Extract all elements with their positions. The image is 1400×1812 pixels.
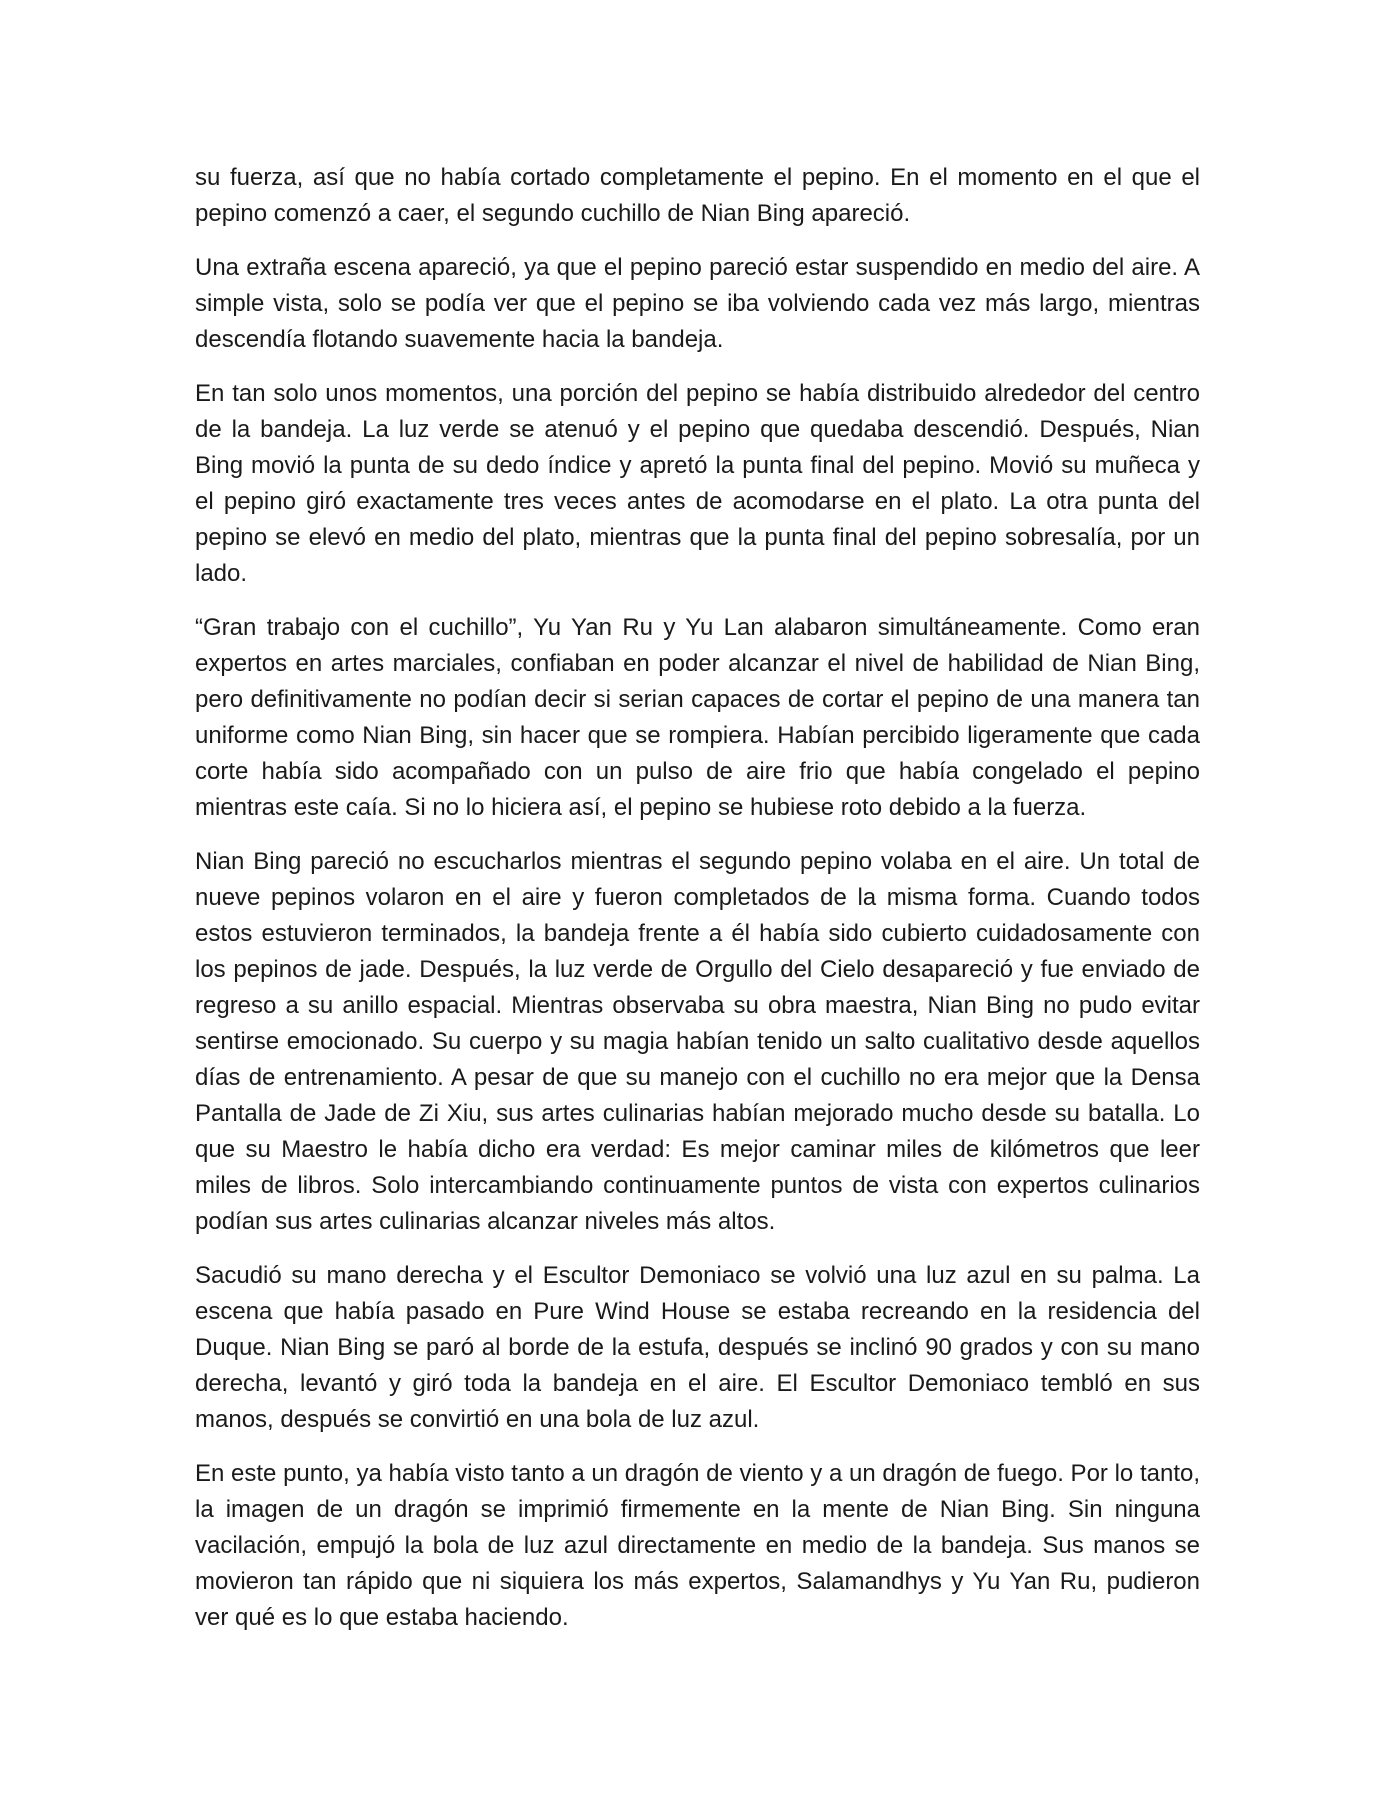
- paragraph-7: En este punto, ya había visto tanto a un dragón de viento y a un dragón de fuego. Por lo tanto, la imagen de un dragón se imprimió firmemente en la mente de Nian Bing. Sin ninguna vacilación, empujó la bola de luz azul directamente en medio de la bandeja. Sus manos se movieron tan rápido que ni siquiera los más expertos, Salamandhys y Yu Yan Ru, pudieron ver qué es lo que estaba haciendo.: [195, 1460, 1200, 1631]
- paragraph-5: Nian Bing pareció no escucharlos mientras el segundo pepino volaba en el aire. Un total de nueve pepinos volaron en el aire y fueron completados de la misma forma. Cuando todos estos estuvieron terminados, la bandeja frente a él había sido cubierto cuidadosamente con los pepinos de jade. Después, la luz verde de Orgullo del Cielo desapareció y fue enviado de regreso a su anillo espacial. Mientras observaba su obra maestra, Nian Bing no pudo evitar sentirse emocionado. Su cuerpo y su magia habían tenido un salto cualitativo desde aquellos días de entrenamiento. A pesar de que su manejo con el cuchillo no era mejor que la Densa Pantalla de Jade de Zi Xiu, sus artes culinarias habían mejorado mucho desde su batalla. Lo que su Maestro le había dicho era verdad: Es mejor caminar miles de kilómetros que leer miles de libros. Solo intercambiando continuamente puntos de vista con expertos culinarios podían sus artes culinarias alcanzar niveles más altos.: [195, 848, 1200, 1235]
- paragraph-3: En tan solo unos momentos, una porción del pepino se había distribuido alrededor del centro de la bandeja. La luz verde se atenuó y el pepino que quedaba descendió. Después, Nian Bing movió la punta de su dedo índice y apretó la punta final del pepino. Movió su muñeca y el pepino giró exactamente tres veces antes de acomodarse en el plato. La otra punta del pepino se elevó en medio del plato, mientras que la punta final del pepino sobresalía, por un lado.: [195, 380, 1200, 587]
- paragraph-6: Sacudió su mano derecha y el Escultor Demoniaco se volvió una luz azul en su palma. La escena que había pasado en Pure Wind House se estaba recreando en la residencia del Duque. Nian Bing se paró al borde de la estufa, después se inclinó 90 grados y con su mano derecha, levantó y giró toda la bandeja en el aire. El Escultor Demoniaco tembló en sus manos, después se convirtió en una bola de luz azul.: [195, 1262, 1200, 1433]
- document-page: [195, 160, 1200, 1654]
- paragraph-1: su fuerza, así que no había cortado completamente el pepino. En el momento en el que el pepino comenzó a caer, el segundo cuchillo de Nian Bing apareció.: [195, 164, 1200, 227]
- paragraph-4: “Gran trabajo con el cuchillo”, Yu Yan Ru y Yu Lan alabaron simultáneamente. Como eran expertos en artes marciales, confiaban en poder alcanzar el nivel de habilidad de Nian Bing, pero definitivamente no podían decir si serian capaces de cortar el pepino de una manera tan uniforme como Nian Bing, sin hacer que se rompiera. Habían percibido ligeramente que cada corte había sido acompañado con un pulso de aire frio que había congelado el pepino mientras este caía. Si no lo hiciera así, el pepino se hubiese roto debido a la fuerza.: [195, 614, 1200, 821]
- paragraph-2: Una extraña escena apareció, ya que el pepino pareció estar suspendido en medio del aire. A simple vista, solo se podía ver que el pepino se iba volviendo cada vez más largo, mientras descendía flotando suavemente hacia la bandeja.: [195, 254, 1200, 353]
